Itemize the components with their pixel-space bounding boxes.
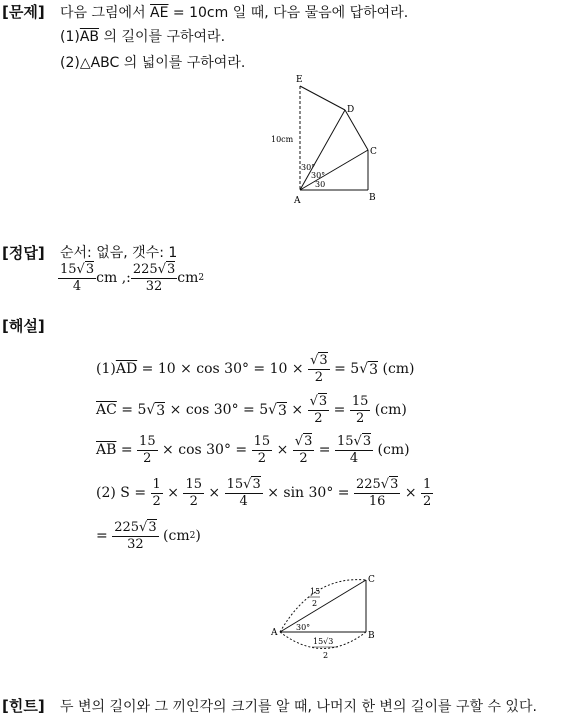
fig2-label-a: A [271, 628, 278, 638]
segment-ab: $\overline{AB}$ [79, 29, 100, 45]
problem-text-b: = 10cm 일 때, 다음 물음에 답하여라. [168, 5, 409, 21]
figure-1-diagram [265, 72, 385, 208]
hint-tag: [힌트] [2, 697, 45, 715]
problem-tag: [문제] [2, 3, 45, 21]
explanation-line-2: $\overline{AC}$ = 5 √ 3 × cos 30° = 5 √ 3 × $\frac{√3}{2}$ = $\frac{15}{2}$ (cm) [96, 393, 407, 426]
answer-2-fraction: $\frac{225√3}{32}$ [132, 262, 176, 294]
explanation-line-5: = $\frac{225√3}{32}$ (cm 2 ) [96, 519, 201, 552]
angle-label-2: 30° [311, 171, 326, 180]
label-e: E [296, 75, 303, 85]
fig2-bot-den: 2 [323, 651, 329, 660]
fig2-angle-label: 30° [296, 623, 311, 632]
explanation-line-4: (2) S = $\frac{1}{2}$ × $\frac{15}{2}$ × $\frac{15√3}{4}$ × sin 30° = $\frac{225√3}{16}$ × $\frac{1}{2}$ [96, 476, 432, 509]
fig2-label-c: C [368, 575, 375, 585]
q1-text: 의 길이를 구하여라. [99, 29, 226, 45]
answer-2-exponent: 2 [198, 273, 205, 284]
fig2-bot-num: 15√3 [313, 637, 334, 646]
label-d: D [347, 105, 355, 115]
segment-ae: $\overline{AE}$ [150, 5, 169, 21]
explanation-tag: [해설] [2, 317, 45, 335]
segment-dc-line [345, 110, 368, 150]
question-1 [60, 26, 225, 46]
label-c: C [370, 147, 377, 157]
answer-2-unit: cm [177, 270, 199, 287]
label-a: A [294, 196, 301, 206]
fig2-label-b: B [368, 631, 375, 641]
q1-prefix: (1) [60, 29, 80, 45]
label-length-ae: 10cm [271, 135, 294, 144]
angle-label-1: 30° [301, 163, 316, 172]
figure-2-diagram [268, 570, 388, 665]
answer-values [58, 262, 204, 294]
answer-meta: 순서: 없음, 갯수: 1 [60, 245, 178, 261]
angle-label-3: 30 [315, 180, 326, 189]
explanation-line-3: $\overline{AB}$ = $\frac{15}{2}$ × cos 30° = $\frac{15}{2}$ × $\frac{√3}{2}$ = $\frac{15√3}{4}$ (cm) [96, 433, 410, 466]
problem-statement [60, 2, 408, 22]
label-b: B [369, 193, 376, 203]
problem-text-a: 다음 그림에서 [60, 5, 151, 21]
question-2: (2)△ABC 의 넓이를 구하여라. [60, 55, 246, 71]
answer-tag: [정답] [2, 244, 45, 262]
answer-1-fraction: $\frac{15√3}{4}$ [60, 262, 95, 294]
fig2-top-den: 2 [312, 599, 318, 608]
explanation-line-1: (1) $\overline{AD}$ = 10 × cos 30° = 10 × $\frac{√3}{2}$ = 5 √ 3 (cm) [96, 352, 415, 385]
segment-ed-line [300, 86, 345, 110]
hypotenuse-line [280, 580, 366, 632]
fig2-top-num: 15 [310, 587, 321, 596]
hint-text: 두 변의 길이와 그 끼인각의 크기를 알 때, 나머지 한 변의 길이를 구할 수 있다. [60, 699, 537, 715]
answer-1-unit: cm ,: [96, 270, 131, 287]
